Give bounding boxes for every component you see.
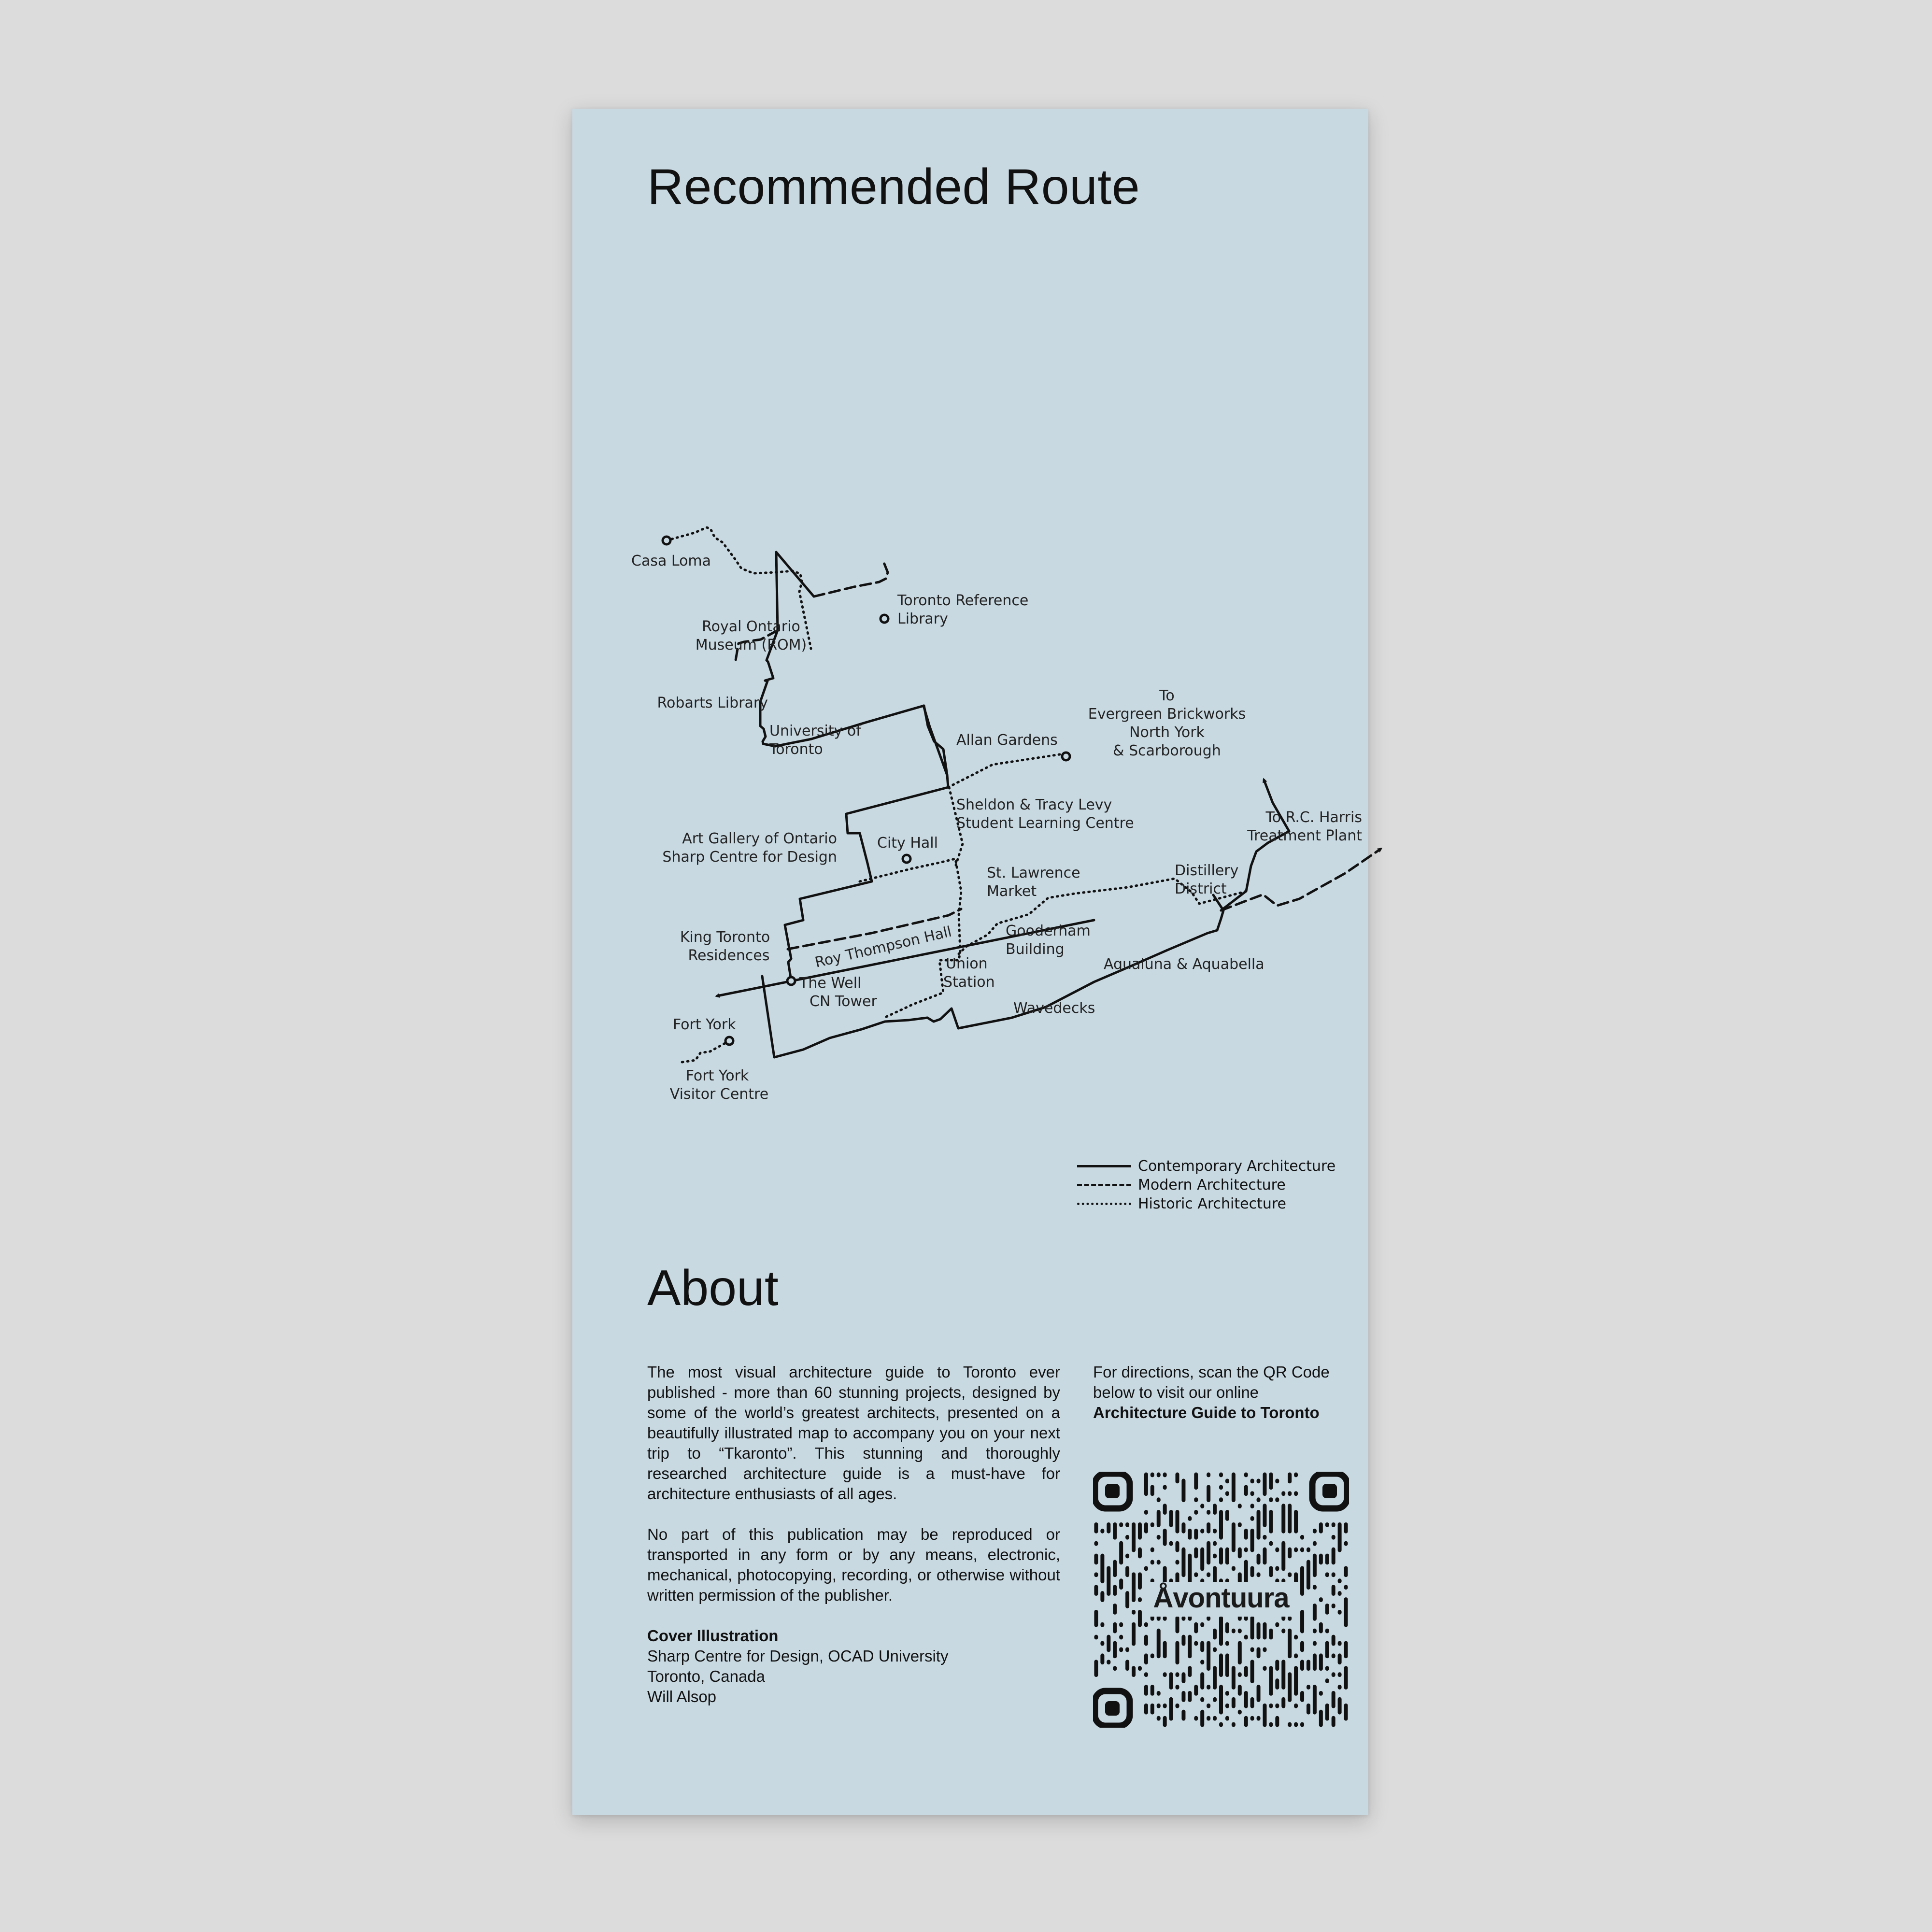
route-segment-distillery-north: [1221, 780, 1289, 910]
route-title: Recommended Route: [647, 159, 1140, 215]
route-segment-rc-harris: [1221, 849, 1380, 910]
label-roy-thompson: Roy Thompson Hall: [813, 923, 953, 971]
label-casa-loma: Casa Loma: [631, 553, 711, 569]
label-gooderham-2: Building: [1006, 941, 1065, 958]
label-the-well: The Well: [799, 975, 862, 992]
legend-item-modern: [1077, 1176, 1335, 1194]
label-evergreen-2: Evergreen Brickworks: [1088, 706, 1246, 723]
qr-brand-logo: Åvontuura: [1153, 1582, 1289, 1614]
label-ago-1: Art Gallery of Ontario: [682, 830, 837, 847]
label-evergreen-3: North York: [1129, 724, 1205, 741]
qr-code[interactable]: [1093, 1472, 1349, 1728]
label-distillery-2: District: [1175, 881, 1227, 897]
label-cn-tower: CN Tower: [810, 993, 877, 1010]
route-segment-rom-library: [814, 559, 888, 597]
label-evergreen-4: & Scarborough: [1113, 742, 1221, 759]
label-aqualuna: Aqualuna & Aquabella: [1104, 956, 1264, 973]
label-st-lawrence-2: Market: [987, 883, 1037, 900]
legend-label: Historic Architecture: [1138, 1195, 1287, 1212]
label-wavedecks: Wavedecks: [1013, 1000, 1095, 1017]
label-fort-york-visitor-2: Visitor Centre: [669, 1086, 769, 1103]
legend-label: Contemporary Architecture: [1138, 1158, 1336, 1175]
label-st-lawrence-1: St. Lawrence: [987, 865, 1080, 881]
label-rom-1: Royal Ontario: [702, 618, 800, 635]
qr-finder-bottom-left: [1095, 1691, 1130, 1726]
directions-text: [1093, 1362, 1354, 1423]
about-title: About: [647, 1260, 779, 1316]
route-segment-uoft-ago: [923, 706, 948, 787]
label-rc-harris-2: Treatment Plant: [1247, 827, 1362, 844]
label-union-1: Union: [946, 955, 988, 972]
legend-swatch-solid: [1077, 1165, 1131, 1167]
legend-item-contemporary: [1077, 1157, 1335, 1176]
pin-fort-york[interactable]: [725, 1037, 733, 1045]
label-rom-2: Museum (ROM): [695, 637, 807, 653]
guide-sheet: [572, 109, 1368, 1815]
cover-heading: Cover Illustration: [647, 1627, 779, 1645]
label-distillery-1: Distillery: [1175, 862, 1239, 879]
legend-label: Modern Architecture: [1138, 1177, 1286, 1193]
route-map: [572, 109, 1368, 1220]
label-king-toronto-1: King Toronto: [680, 929, 770, 946]
cover-line-3: Will Alsop: [647, 1688, 717, 1705]
label-union-2: Station: [943, 974, 995, 991]
label-evergreen-1: To: [1159, 687, 1175, 704]
label-gooderham-1: Gooderham: [1006, 923, 1091, 939]
pin-toronto-reference-library[interactable]: [881, 615, 888, 623]
label-reference-library-2: Library: [897, 611, 948, 627]
label-reference-library-1: Toronto Reference: [897, 592, 1029, 609]
cover-credits: [647, 1626, 1060, 1707]
label-king-toronto-2: Residences: [688, 947, 770, 964]
about-paragraph-2: No part of this publication may be reproduced or transported in any form or by any means, electronic, mechanical, photocopying, recording, or otherwise without written permission of the publisher.: [647, 1525, 1060, 1604]
about-paragraph-1: The most visual architecture guide to Toronto ever published - more than 60 stunning projects, designed by some of the world’s greatest architects, presented on a beautifully illustrated map to accompany you on your next trip to “Tkaronto”. This stunning and thoroughly researched architecture guide is a must-have for architecture enthusiasts of all ages.: [647, 1363, 1060, 1503]
label-rc-harris-1: To R.C. Harris: [1265, 809, 1362, 826]
label-uoft-2: Toronto: [769, 741, 823, 758]
label-fort-york-visitor-1: Fort York: [685, 1067, 749, 1084]
label-robarts: Robarts Library: [657, 695, 768, 711]
pin-casa-loma[interactable]: [663, 537, 670, 544]
label-city-hall: City Hall: [877, 835, 938, 852]
route-segment-allan-gardens: [948, 753, 1066, 787]
map-legend: [1077, 1157, 1335, 1213]
qr-finder-top-left: [1095, 1474, 1130, 1508]
label-allan-gardens: Allan Gardens: [956, 732, 1058, 749]
label-fort-york: Fort York: [673, 1016, 736, 1033]
cover-line-1: Sharp Centre for Design, OCAD University: [647, 1647, 949, 1665]
pin-the-well[interactable]: [787, 977, 795, 985]
pin-allan-gardens[interactable]: [1062, 753, 1070, 760]
label-ago-2: Sharp Centre for Design: [662, 849, 837, 866]
pin-city-hall[interactable]: [903, 855, 910, 863]
legend-swatch-dotted: [1077, 1203, 1131, 1205]
cover-line-2: Toronto, Canada: [647, 1667, 766, 1685]
qr-finder-top-right: [1312, 1474, 1347, 1508]
legend-item-historic: [1077, 1194, 1335, 1213]
route-segment-fort-york: [682, 1041, 729, 1062]
label-sheldon-2: Student Learning Centre: [956, 815, 1134, 832]
directions-body: For directions, scan the QR Code below to visit our online: [1093, 1363, 1330, 1401]
legend-swatch-dashed: [1077, 1184, 1131, 1186]
label-sheldon-1: Sheldon & Tracy Levy: [956, 796, 1112, 813]
place-pins: [663, 537, 1070, 1045]
about-body: [647, 1362, 1060, 1707]
guide-link[interactable]: Architecture Guide to Toronto: [1093, 1404, 1320, 1421]
label-uoft-1: University of: [769, 723, 861, 739]
